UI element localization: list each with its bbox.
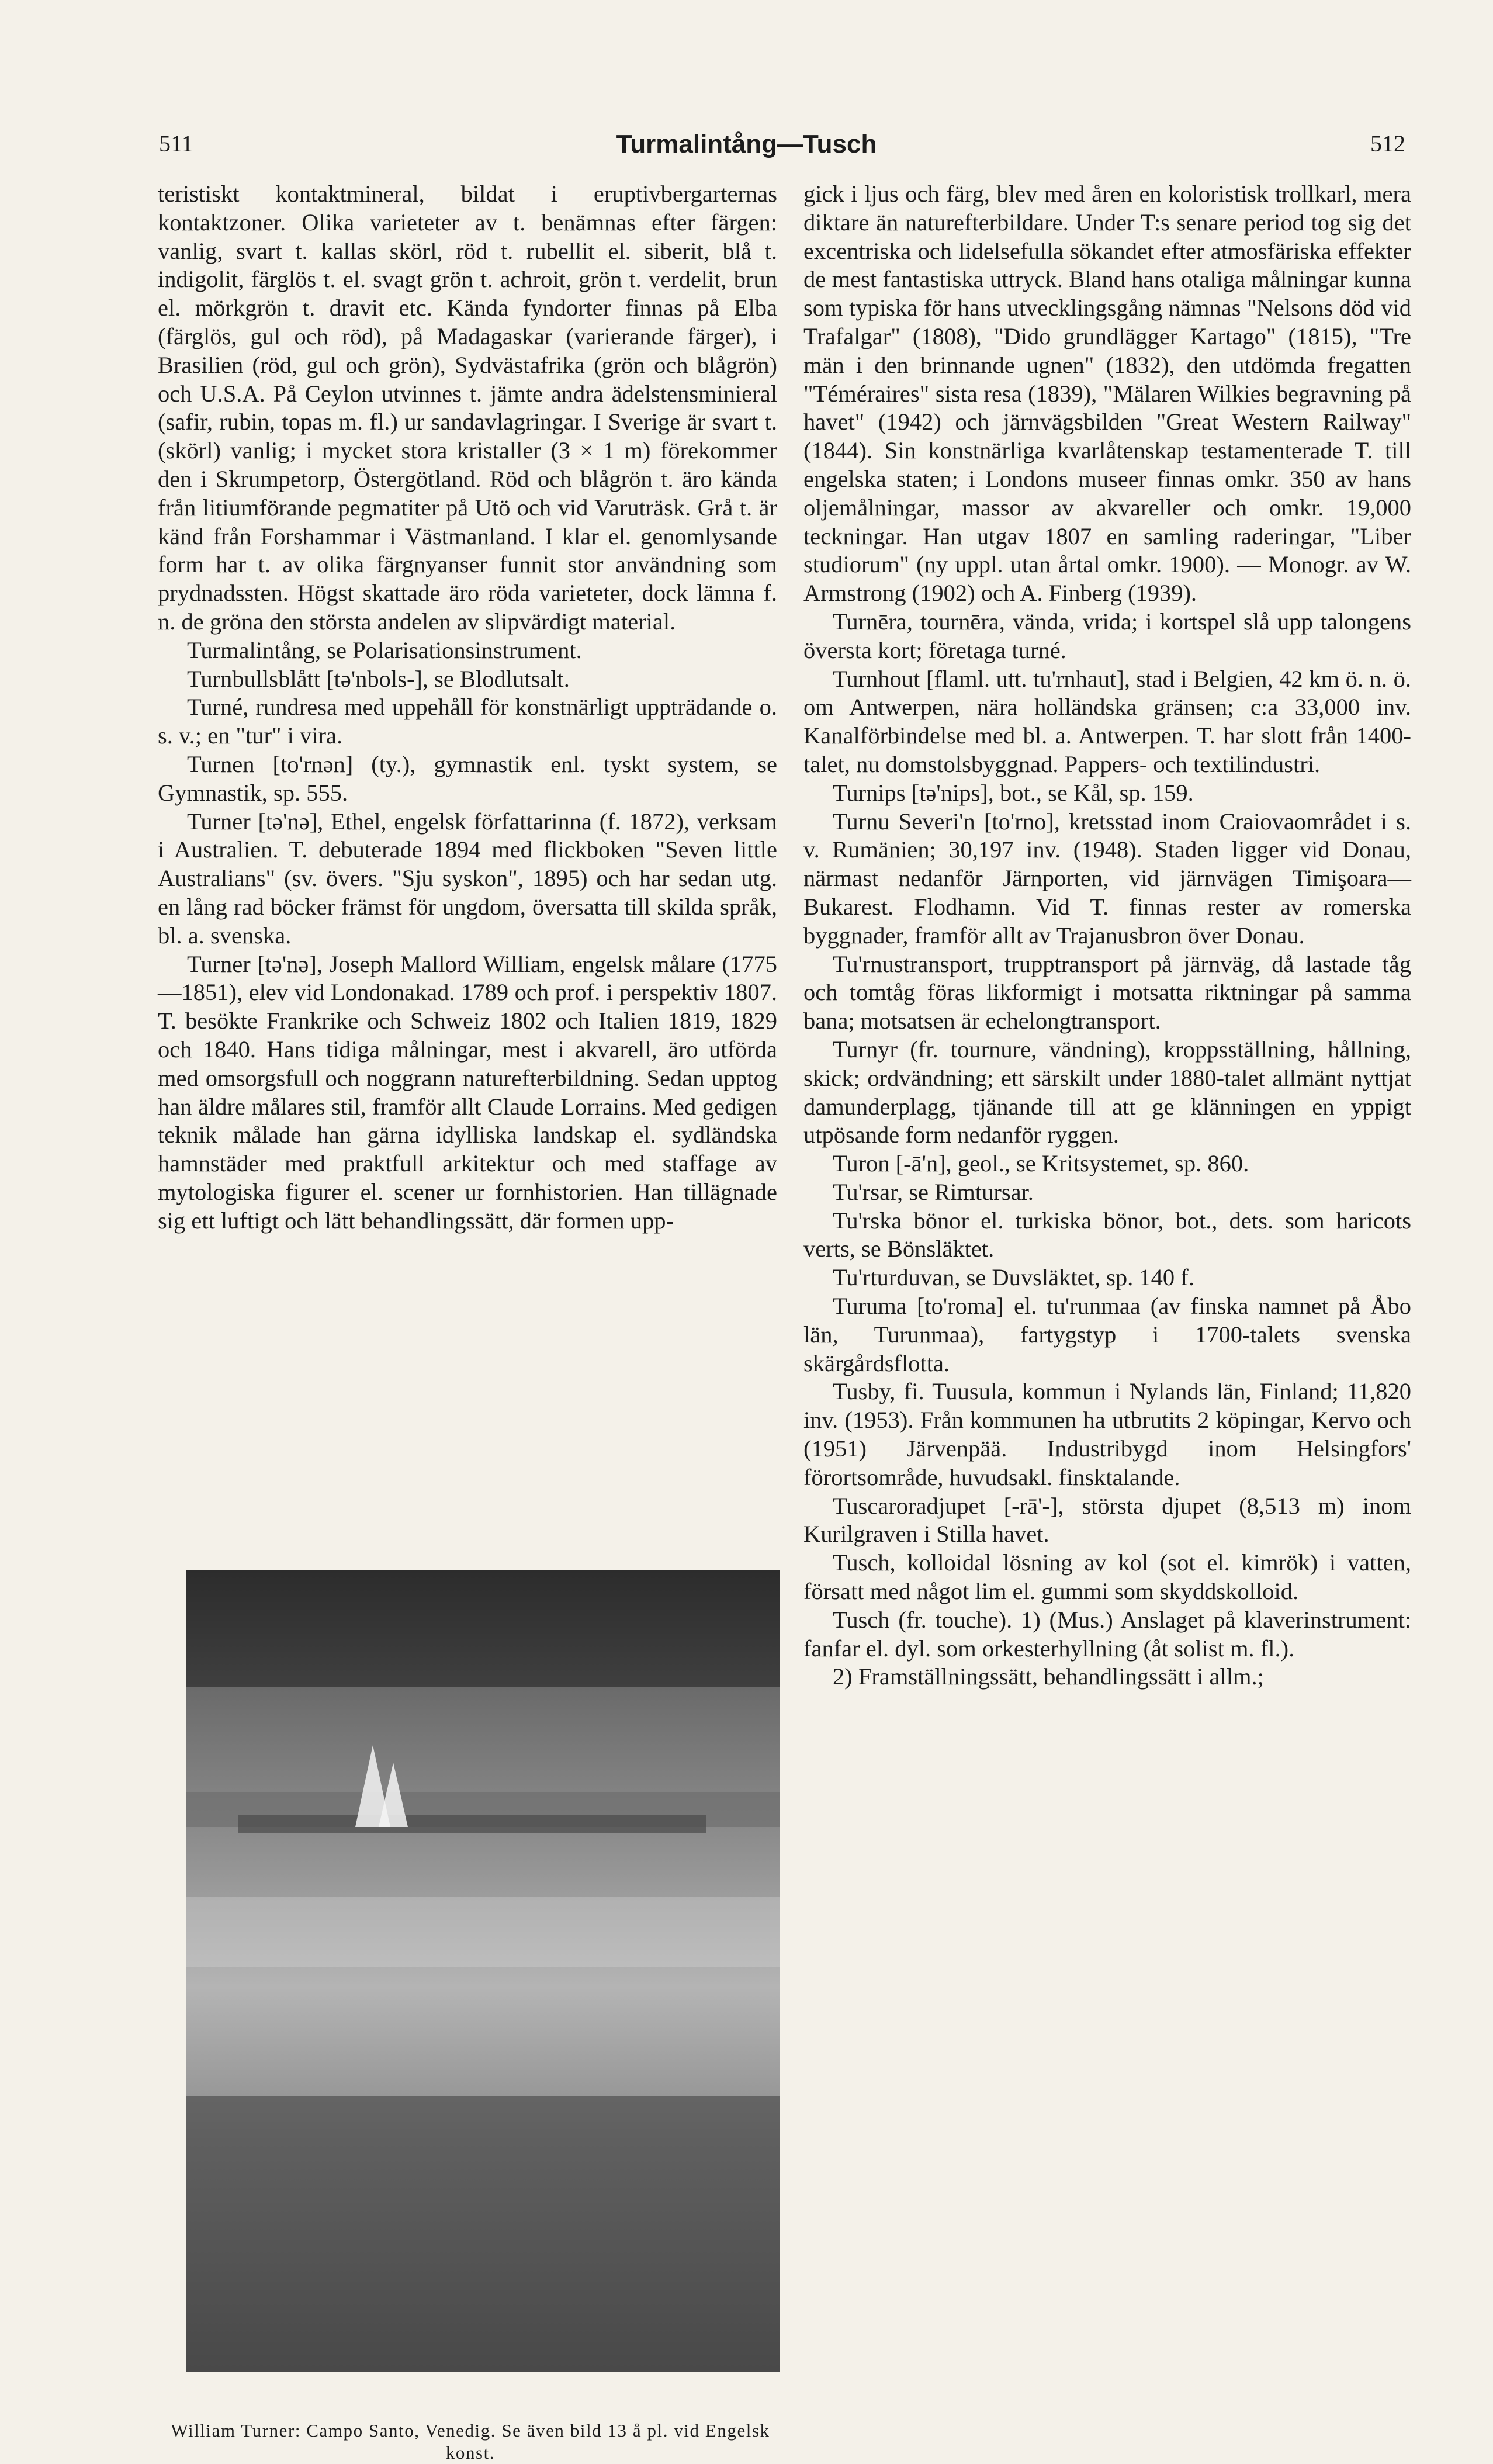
entry-tursar: Tu'rsar, se Rimtursar.	[833, 1178, 1034, 1205]
running-header: Turmalintång—Tusch	[616, 130, 877, 158]
entry-turmalintang: Turmalintång, se Polarisationsinstrument.	[187, 636, 582, 663]
entry-turnera: Turnēra, tournēra, vända, vrida; i kortspel slå upp talongens översta kort; företaga turné.	[803, 608, 1411, 663]
turner-painting-figure	[186, 1570, 780, 2382]
page-number-right: 512	[1370, 130, 1405, 157]
entry-turnyr: Turnyr (fr. tournure, vändning), kroppsställning, hållning, skick; ordvändning; ett särskilt under 1880-talet allmänt nyttjat damunderplagg, tjänande till att ge klänningen en yppigt utpösande form nedanför ryggen.	[803, 1036, 1411, 1148]
entry-turnen: Turnen [to'rnən] (ty.), gymnastik enl. tyskt system, se Gymnastik, sp. 555.	[158, 750, 777, 806]
entry-continuation: teristiskt kontaktmineral, bildat i eruptivbergarternas kontaktzoner. Olika varieteter av t. benämnas efter färgen: vanlig, svart t. kallas skörl, röd t. rubellit el. siberit, blå t. indigolit, färglös t. el. svagt grön t. achroit, grön t. verdelit, brun el. mörkgrön t. dravit etc. Kända fyndorter finnas på Elba (färglös, gul och röd), på Madagaskar (varierande färger), i Brasilien (röd, gul och grön), Sydvästafrika (grön och blågrön) och U.S.A. På Ceylon utvinnes t. jämte andra ädelstensminieral (safir, rubin, topas m. fl.) ur sandavlagringar. I Sverige är svart t. (skörl) vanlig; i mycket stora kristaller (3 × 1 m) förekommer den i Skrumpetorp, Östergötland. Röd och blågrön t. äro kända från litiumförande pegmatiter på Utö och vid Varuträsk. Grå t. är känd från Forshammar i Västmanland. I klar el. genomlysande form har t. av olika färgnyanser funnit stor användning som prydnadssten. Högst skattade äro röda varieteter, dock lämna f. n. de gröna den största andelen av slipvärdigt material.	[158, 181, 777, 635]
entry-tusch-2-sense: 2) Framställningssätt, behandlingssätt i allm.;	[833, 1663, 1264, 1690]
page-number-left: 511	[159, 130, 193, 157]
entry-tusby: Tusby, fi. Tuusula, kommun i Nylands län, Finland; 11,820 inv. (1953). Från kommunen ha utbrutits 2 köpingar, Kervo och (1951) Järvenpää. Industribygd inom Helsingfors' förortsområde, huvudsakl. finsktalande.	[803, 1378, 1411, 1490]
entry-turska-bonor: Tu'rska bönor el. turkiska bönor, bot., dets. som haricots verts, se Bönsläktet.	[803, 1207, 1411, 1262]
entry-turon: Turon [-ā'n], geol., se Kritsystemet, sp. 860.	[833, 1150, 1249, 1177]
entry-turner-ethel: Turner [tə'nə], Ethel, engelsk författarinna (f. 1872), verksam i Australien. T. debuterade 1894 med flickboken "Seven little Australians" (sv. övers. "Sju syskon", 1895) och har sedan utg. en lång rad böcker främst för ungdom, översatta till skilda språk, bl. a. svenska.	[158, 808, 777, 949]
entry-tusch-1: Tusch, kolloidal lösning av kol (sot el. kimrök) i vatten, försatt med något lim el. gummi som skyddskolloid.	[803, 1549, 1411, 1605]
entry-turuma: Turuma [to'roma] el. tu'runmaa (av finska namnet på Åbo län, Turunmaa), fartygstyp i 1700-talets svenska skärgårdsflotta.	[803, 1293, 1411, 1376]
entry-turnips: Turnips [tə'nips], bot., se Kål, sp. 159.	[833, 779, 1194, 806]
entry-turne: Turné, rundresa med uppehåll för konstnärligt uppträdande o. s. v.; en "tur" i vira.	[158, 694, 777, 749]
entry-turnhout: Turnhout [flaml. utt. tu'rnhaut], stad i Belgien, 42 km ö. n. ö. om Antwerpen, nära holländska gränsen; c:a 33,000 inv. Kanalförbindelse med bl. a. Antwerpen. T. har slott från 1400-talet, nu domstolsbyggnad. Pappers- och textilindustri.	[803, 665, 1411, 777]
entry-tusch-2: Tusch (fr. touche). 1) (Mus.) Anslaget på klaverinstrument: fanfar el. dyl. som orkesterhyllning (åt solist m. fl.).	[803, 1606, 1411, 1662]
painting-illustration	[186, 1570, 780, 2372]
entry-tuscaroradjupet: Tuscaroradjupet [-rā'-], största djupet (8,513 m) inom Kurilgraven i Stilla havet.	[803, 1492, 1411, 1548]
right-column	[803, 180, 1411, 1691]
entry-turner-continuation: gick i ljus och färg, blev med åren en koloristisk trollkarl, mera diktare än naturefterbildare. Under T:s senare period tog sig det excentriska och lidelsefulla sökandet efter atmosfäriska effekter de mest fantastiska uttryck. Bland hans otaliga målningar kunna som typiska för hans utvecklingsgång nämnas "Nelsons död vid Trafalgar" (1808), "Dido grundlägger Kartago" (1815), "Tre män i den brinnande ugnen" (1832), den utdömda fregatten "Téméraires" sista resa (1839), "Mälaren Wilkies begravning på havet" (1942) och järnvägsbilden "Great Western Railway" (1844). Sin konstnärliga kvarlåtenskap testamenterade T. till engelska staten; i Londons museer finnas omkr. 350 av hans oljemålningar, massor av akvareller och omkr. 19,000 teckningar. Han utgav 1807 en samling raderingar, "Liber studiorum" (ny uppl. utan årtal omkr. 1900). — Monogr. av W. Armstrong (1902) och A. Finberg (1939).	[803, 181, 1411, 607]
left-column	[158, 180, 777, 1235]
entry-turturduvan: Tu'rturduvan, se Duvsläktet, sp. 140 f.	[833, 1264, 1194, 1291]
entry-turnu-severin: Turnu Severi'n [to'rno], kretsstad inom Craiovaområdet i s. v. Rumänien; 30,197 inv. (1948). Staden ligger vid Donau, närmast nedanför Järnporten, vid järnvägen Timişoara—Bukarest. Flodhamn. Vid T. finnas rester av romerska byggnader, framför allt av Trajanusbron över Donau.	[803, 808, 1411, 949]
entry-turnustransport: Tu'rnustransport, trupptransport på järnväg, då lastade tåg och tomtåg föras likformigt i motsatta riktningar på samma bana; motsatsen är echelongtransport.	[803, 950, 1411, 1034]
entry-turnbullsblatt: Turnbullsblått [tə'nbols-], se Blodlutsalt.	[187, 665, 570, 692]
figure-caption: William Turner: Campo Santo, Venedig. Se även bild 13 å pl. vid Engelsk konst.	[171, 2420, 770, 2463]
entry-turner-william: Turner [tə'nə], Joseph Mallord William, engelsk målare (1775—1851), elev vid Londonakad. 1789 och prof. i perspektiv 1807. T. besökte Frankrike och Schweiz 1802 och Italien 1819, 1829 och 1840. Hans tidiga målningar, mest i akvarell, äro utförda med omsorgsfull och noggrann naturefterbildning. Sedan upptog han äldre målares stil, framför allt Claude Lorrains. Med gedigen teknik målade han gärna idylliska landskap el. sydländska hamnstäder med praktfull arkitektur och med staffage av mytologiska figurer el. scener ur fornhistorien. Han tillägnade sig ett luftigt och lätt behandlingssätt, där formen upp-	[158, 950, 777, 1234]
painting-image	[186, 1570, 780, 2372]
